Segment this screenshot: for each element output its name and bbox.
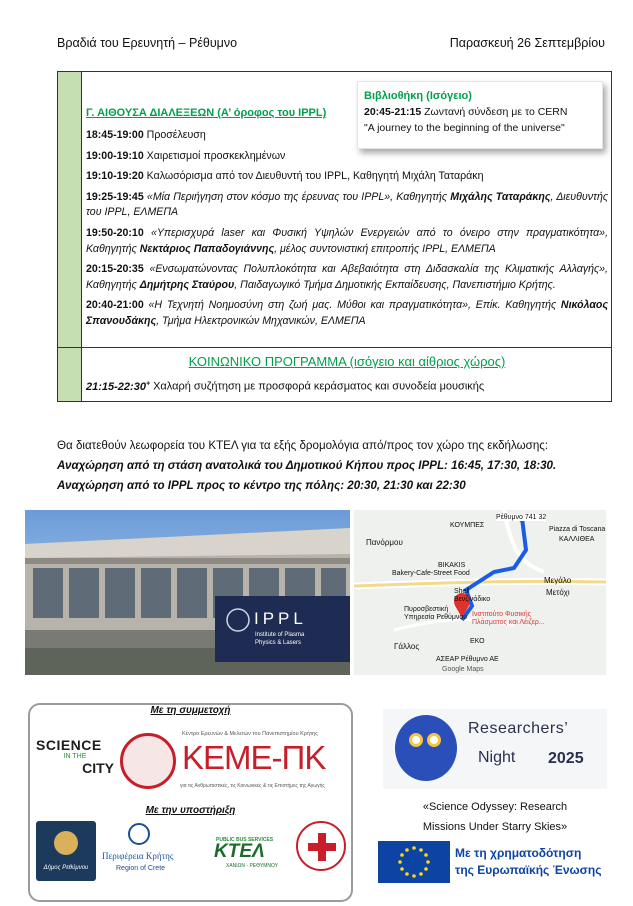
ippl-building-photo: [25, 510, 350, 675]
ktel-top: PUBLIC BUS SERVICES: [216, 837, 274, 843]
ippl-sign-sub1: Institute of Plasma: [255, 632, 305, 638]
library-desc: Ζωντανή σύνδεση με το CERN: [421, 106, 568, 118]
eu-funding-line-2: της Ευρωπαϊκής Ένωσης: [455, 863, 602, 877]
schedule-text: «Υπερισχυρά laser και Φυσική Υψηλών Ενεργειών από το όνειρο στην πραγματικότητα», Καθηγητής: [86, 226, 608, 255]
region-name-en: Region of Crete: [116, 865, 166, 872]
partners-box: [28, 703, 353, 902]
map-metochi: Μετόχι: [546, 588, 570, 597]
social-text: Χαλαρή συζήτηση με προσφορά κεράσματος και συνοδεία μουσικής: [150, 380, 485, 393]
bus-line-2: Αναχώρηση από το IPPL προς το κέντρο της πόλης: 20:30, 21:30 και 22:30: [57, 479, 466, 492]
schedule-item: [86, 149, 608, 165]
red-cross-logo: [296, 821, 346, 871]
science-city-word-1: SCIENCE: [36, 737, 102, 753]
region-emblem-icon: [128, 823, 150, 845]
route-map: [354, 510, 606, 675]
library-time: 20:45-21:15: [364, 106, 422, 118]
event-date: Παρασκευή 26 Σεπτεμβρίου: [449, 36, 605, 50]
schedule-time: 19:25-19:45: [86, 190, 144, 203]
science-city-word-3: CITY: [82, 760, 114, 776]
schedule-text: Προσέλευση: [143, 129, 206, 141]
map-eko: ΕΚΟ: [470, 638, 485, 645]
schedule-item: [86, 169, 608, 185]
social-time-sup: +: [145, 380, 151, 387]
support-title: Με την υποστήριξη: [145, 805, 236, 816]
map-pyrosvestiki-2: Υπηρεσία Ρεθύμνου: [404, 614, 468, 621]
map-institute-1: Ινστιτούτο Φυσικής: [472, 611, 532, 618]
event-title: Βραδιά του Ερευνητή – Ρέθυμνο: [57, 36, 238, 50]
map-koumpes: ΚΟΥΜΠΕΣ: [450, 522, 485, 529]
schedule-text: Καλωσόρισμα από τον Διευθυντή του IPPL, Καθηγητή Μιχάλη Ταταράκη: [143, 170, 484, 183]
schedule-item: [86, 190, 608, 221]
owl-mascot-icon: [395, 715, 457, 781]
schedule-time: 19:10-19:20: [86, 170, 144, 183]
schedule-speaker: Μιχάλης Ταταράκης: [450, 190, 551, 203]
library-line-2: "A journey to the beginning of the universe": [364, 122, 565, 134]
researchers-night-logo: [383, 709, 607, 789]
eu-funding-line-1: Με τη χρηματοδότηση: [455, 846, 582, 860]
schedule-time: 20:15-20:35: [86, 263, 144, 276]
map-asep: ΑΣΕΑΡ Ρέθυμνο ΑΕ: [436, 656, 499, 663]
building-illustration: [25, 510, 350, 675]
map-kallithea: ΚΑΛΛΙΘΕΑ: [559, 536, 595, 543]
researchers-night-year: 2025: [548, 750, 584, 767]
schedule-text: Χαιρετισμοί προσκεκλημένων: [143, 149, 286, 162]
dimos-emblem-icon: [54, 831, 78, 855]
map-megalo: Μεγάλο: [544, 576, 572, 585]
dimos-name: Δήμος Ρεθύμνου: [43, 865, 89, 871]
social-time-text: 21:15-22:30: [86, 380, 146, 393]
bus-info: [57, 436, 556, 496]
schedule-text: «Ενσωματώνοντας Πολυπλοκότητα και Αβεβαιότητα στη Διδασκαλία της Κλιματικής Αλλαγής», Καθηγητής: [86, 263, 608, 291]
schedule-affiliation: , Παιδαγωγικό Τμήμα Δημοτικής Εκπαίδευσης, Πανεπιστήμιο Κρήτης.: [234, 278, 556, 291]
science-city-logo: [36, 737, 114, 792]
map-panormou: Πανόρμου: [366, 538, 403, 547]
ippl-sign-sub2: Physics & Lasers: [255, 640, 302, 646]
keme-logo: ΚΕΜΕ-ΠΚ: [182, 739, 326, 776]
owl-eye-left-icon: [409, 733, 423, 747]
programme-table: [57, 71, 612, 402]
researchers-night-line-1: Researchers’: [468, 720, 569, 737]
schedule-item: [86, 128, 608, 144]
schedule-text: «Μία Περιήγηση στον κόσμο της έρευνας του IPPL», Καθηγητής: [143, 190, 451, 203]
page-header: [57, 36, 605, 50]
keme-top-text: Κέντρο Ερευνών & Μελετών του Πανεπιστημίου Κρήτης: [182, 731, 318, 737]
map-bikakis: BIKAKIS: [438, 562, 466, 569]
schedule-time: 19:00-19:10: [86, 149, 144, 162]
schedule-affiliation: , μέλος συντονιστική επιτροπής IPPL, ΕΛΜΕΠΑ: [274, 242, 496, 255]
science-city-word-2: IN THE: [63, 753, 87, 760]
dimos-logo: [36, 821, 96, 881]
map-shell-sub: Βενζινάδικο: [454, 596, 491, 603]
eu-stars-icon: [378, 841, 450, 883]
red-cross-icon-bar: [308, 843, 336, 851]
researchers-night-line-2: Night: [478, 749, 516, 766]
social-programme-row: [86, 380, 484, 393]
schedule-affiliation: , Τμήμα Ηλεκτρονικών Μηχανικών, ΕΛΜΕΠΑ: [156, 314, 366, 327]
ktel-sub: ΧΑΝΙΩΝ - ΡΕΘΥΜΝΟΥ: [226, 863, 279, 869]
map-institute-2: Πλάσματος και Λέιζερ...: [472, 619, 545, 626]
ktel-logo: ΚΤΕΛ: [214, 841, 265, 862]
schedule-item: [86, 226, 608, 257]
bus-intro: Θα διατεθούν λεωφορεία του ΚΤΕΛ για τα εξής δρομολόγια από/προς τον χώρο της εκδήλωσης:: [57, 439, 549, 452]
schedule-speaker: Δημήτρης Σταύρου: [139, 278, 235, 291]
schedule-time: 20:40-21:00: [86, 299, 144, 312]
participation-title: Με τη συμμετοχή: [150, 705, 231, 716]
ippl-sign-text: IPPL: [254, 609, 307, 628]
map-gallos: Γάλλος: [394, 642, 420, 651]
schedule-affiliation: , Διευθυντής του IPPL, ΕΛΜΕΠΑ: [86, 190, 608, 219]
schedule-time: 18:45-19:00: [86, 129, 144, 141]
map-toscana: Piazza di Toscana: [549, 526, 606, 533]
table-row-divider: [58, 347, 611, 348]
map-shell: Shell: [454, 588, 470, 595]
eu-funding-text: [455, 845, 601, 879]
odyssey-line-2: Missions Under Starry Skies»: [422, 821, 568, 833]
odyssey-slogan: [380, 797, 610, 837]
schedule-text: «Η Τεχνητή Νοημοσύνη στη ζωή μας. Μύθοι και πραγματικότητα», Επίκ. Καθηγητής: [143, 299, 561, 312]
table-side-column: [58, 72, 82, 401]
region-name-gr: Περιφέρεια Κρήτης: [102, 851, 174, 861]
bus-line-1: Αναχώρηση από τη στάση ανατολικά του Δημοτικού Κήπου προς IPPL: 16:45, 17:30, 18:30.: [57, 459, 557, 472]
schedule-list: [86, 128, 608, 335]
library-line-1: [364, 104, 596, 120]
map-google: Google Maps: [442, 666, 484, 673]
social-programme-title: ΚΟΙΝΩΝΙΚΟ ΠΡΟΓΡΑΜΜΑ (ισόγειο και αίθριος χώρος): [188, 354, 506, 369]
owl-eye-right-icon: [427, 733, 441, 747]
schedule-item: [86, 298, 608, 329]
room-title: Γ. ΑΙΘΟΥΣΑ ΔΙΑΛΕΞΕΩΝ (Α’ όροφος του IPPL): [86, 107, 327, 119]
map-pyrosvestiki: Πυροσβεστική: [404, 606, 449, 613]
eu-flag-icon: [378, 841, 450, 883]
schedule-item: [86, 262, 608, 293]
map-road-label: Ρέθυμνο 741 32: [496, 514, 547, 521]
map-bakery: Bakery-Cafe-Street Food: [392, 570, 470, 577]
library-title: Βιβλιοθήκη (Ισόγειο): [364, 90, 472, 102]
odyssey-line-1: «Science Odyssey: Research: [422, 801, 568, 813]
schedule-time: 19:50-20:10: [86, 226, 144, 239]
keme-bottom-text: για τις Ανθρωπιστικές, τις Κοινωνικές & τις Επιστήμες της Αγωγής: [180, 783, 325, 789]
schedule-speaker: Νικόλαος Σπανουδάκης: [86, 299, 608, 327]
schedule-speaker: Νεκτάριος Παπαδογιάννης: [139, 242, 275, 255]
university-seal-icon: [120, 733, 176, 789]
social-time: [86, 381, 150, 393]
